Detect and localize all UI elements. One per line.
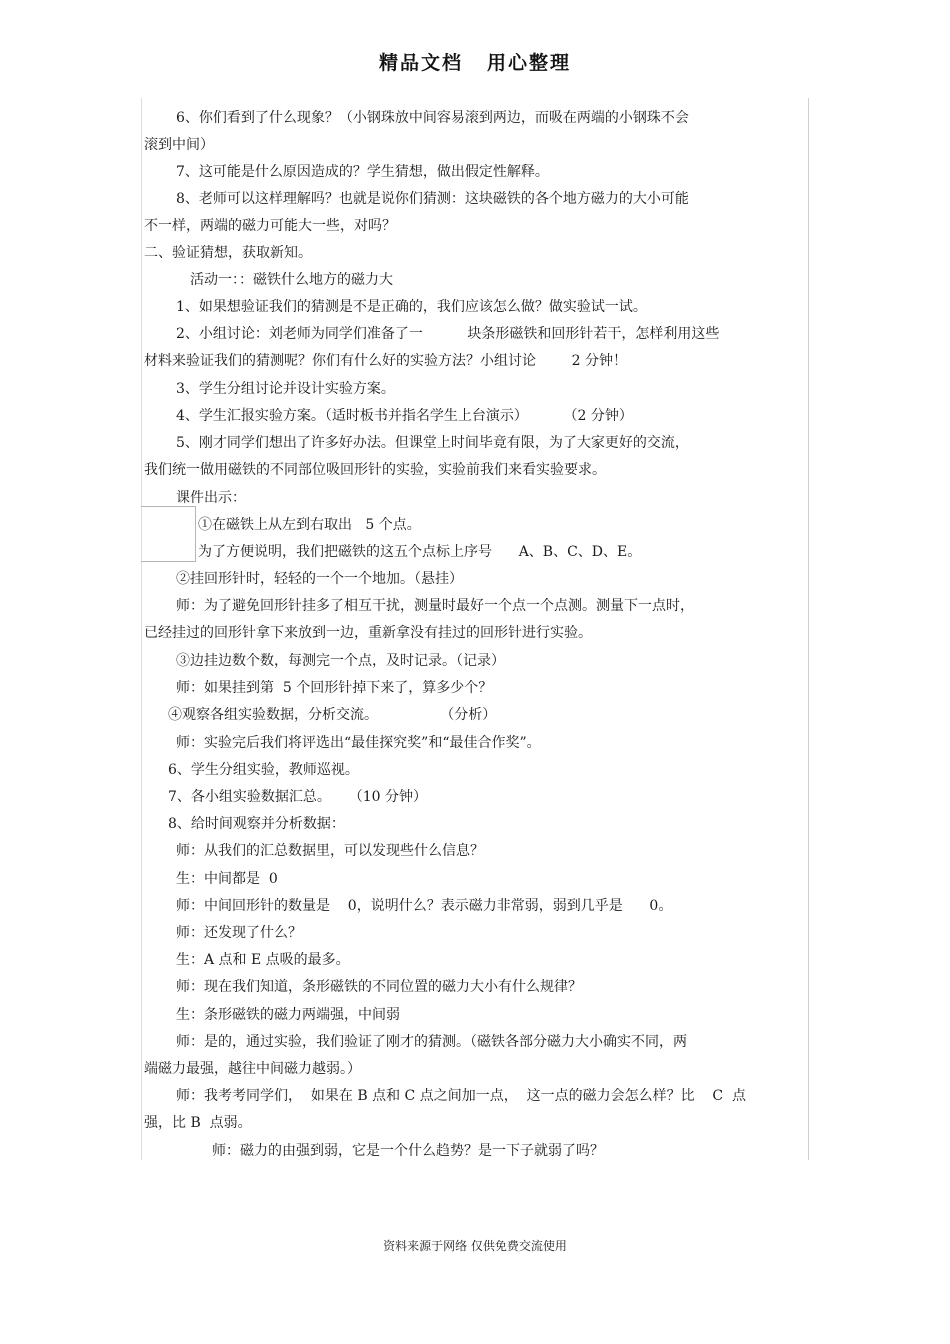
text-line: 8、老师可以这样理解吗？也就是说你们猜测：这块磁铁的各个地方磁力的大小可能 bbox=[176, 191, 689, 207]
text-line: 生：条形磁铁的磁力两端强，中间弱 bbox=[176, 1007, 400, 1023]
text-line: ④观察各组实验数据，分析交流。 （分析） bbox=[168, 707, 497, 723]
text-line: 6、你们看到了什么现象？（小钢珠放中间容易滚到两边，而吸在两端的小钢珠不会 bbox=[176, 110, 689, 126]
header-left-text: 精品文档 bbox=[378, 52, 463, 74]
text-line: ③边挂边数个数，每测完一个点，及时记录。（记录） bbox=[176, 653, 505, 669]
text-line: 已经挂过的回形针拿下来放到一边，重新拿没有挂过的回形针进行实验。 bbox=[144, 625, 592, 641]
text-line: 7、各小组实验数据汇总。 （10 分钟） bbox=[168, 789, 427, 805]
text-line: 5、刚才同学们想出了许多好办法。但课堂上时间毕竟有限，为了大家更好的交流， bbox=[176, 435, 689, 451]
text-line: 师：如果挂到第 5 个回形针掉下来了，算多少个？ bbox=[176, 680, 493, 696]
text-line: 生：中间都是 0 bbox=[176, 871, 278, 887]
header-right-text: 用心整理 bbox=[487, 52, 572, 74]
inset-box-right bbox=[195, 506, 196, 562]
text-line: 强，比 B 点弱。 bbox=[144, 1115, 252, 1131]
text-line: 不一样，两端的磁力可能大一些，对吗？ bbox=[144, 218, 396, 234]
text-line: 师：现在我们知道，条形磁铁的不同位置的磁力大小有什么规律？ bbox=[176, 979, 582, 995]
text-line: ①在磁铁上从左到右取出 5 个点。 bbox=[198, 517, 421, 533]
text-line: 端磁力最强，越往中间磁力越弱。） bbox=[144, 1061, 361, 1077]
text-line: 师：实验完后我们将评选出“最佳探究奖”和“最佳合作奖”。 bbox=[176, 735, 541, 751]
text-line: 师：磁力的由强到弱，它是一个什么趋势？是一下子就弱了吗？ bbox=[212, 1143, 604, 1159]
text-line: 师：为了避免回形针挂多了相互干扰，测量时最好一个点一个点测。测量下一点时， bbox=[176, 598, 694, 614]
text-line: 课件出示： bbox=[176, 490, 246, 506]
page-footer: 资料来源于网络 仅供免费交流使用 bbox=[383, 1239, 567, 1253]
text-line: 师：是的，通过实验，我们验证了刚才的猜测。（磁铁各部分磁力大小确实不同，两 bbox=[176, 1034, 687, 1050]
frame-right-border bbox=[808, 98, 809, 1160]
frame-left-border bbox=[141, 98, 142, 1160]
text-line: 3、学生分组讨论并设计实验方案。 bbox=[176, 381, 395, 397]
text-line: 活动一：：磁铁什么地方的磁力大 bbox=[190, 272, 393, 288]
text-line: 滚到中间） bbox=[144, 137, 214, 153]
text-line: 2、小组讨论：刘老师为同学们准备了一 块条形磁铁和回形针若干，怎样利用这些 bbox=[176, 326, 720, 342]
text-line: 师：从我们的汇总数据里，可以发现些什么信息？ bbox=[176, 843, 484, 859]
text-line: 材料来验证我们的猜测呢？你们有什么好的实验方法？小组讨论 2 分钟！ bbox=[144, 353, 627, 369]
inset-box-bottom bbox=[141, 561, 195, 562]
text-line: 师：我考考同学们， 如果在 B 点和 C 点之间加一点， 这一点的磁力会怎么样？比 C 点 bbox=[176, 1088, 747, 1104]
text-line: 我们统一做用磁铁的不同部位吸回形针的实验，实验前我们来看实验要求。 bbox=[144, 462, 606, 478]
text-line: 7、这可能是什么原因造成的？学生猜想，做出假定性解释。 bbox=[176, 164, 549, 180]
text-line: 生：A 点和 E 点吸的最多。 bbox=[176, 952, 350, 968]
page-header bbox=[0, 48, 950, 75]
text-line: 师：还发现了什么？ bbox=[176, 925, 302, 941]
text-line: 师：中间回形针的数量是 0，说明什么？表示磁力非常弱，弱到几乎是 0。 bbox=[176, 898, 673, 914]
text-line: 4、学生汇报实验方案。（适时板书并指名学生上台演示） （2 分钟） bbox=[176, 408, 633, 424]
text-line: ②挂回形针时，轻轻的一个一个地加。（悬挂） bbox=[176, 571, 463, 587]
text-line: 8、给时间观察并分析数据： bbox=[168, 816, 345, 832]
text-line: 6、学生分组实验，教师巡视。 bbox=[168, 762, 359, 778]
text-line: 1、如果想验证我们的猜测是不是正确的，我们应该怎么做？做实验试一试。 bbox=[176, 299, 647, 315]
text-line: 二、验证猜想，获取新知。 bbox=[144, 245, 312, 261]
text-line: 为了方便说明，我们把磁铁的这五个点标上序号 A、B、C、D、E。 bbox=[198, 544, 642, 560]
